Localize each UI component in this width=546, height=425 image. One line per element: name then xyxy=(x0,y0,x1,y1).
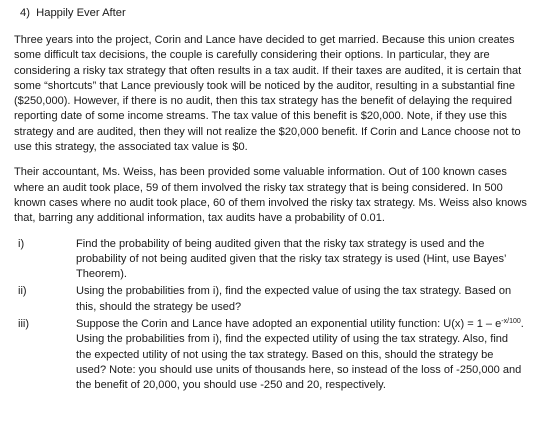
question-number: ii) xyxy=(18,285,27,298)
question-text-end: . Using the probabilities from i), find the expected utility of using the tax strategy. Also, find the expected utility of not using the tax strategy. Based on this, should the strategy be used? Note: you should use units of thousands here, so instead of the loss of -250,000 and the benefit of 20,000, you should use -250 and 20, respectively. xyxy=(76,318,524,392)
question-item xyxy=(14,317,532,393)
accountant-paragraph: Their accountant, Ms. Weiss, has been provided some valuable information. Out of 100 known cases where an audit took place, 59 of them involved the risky tax strategy that is being considered. In 500 known cases where no audit took place, 60 of them involved the risky tax strategy. Ms. Weiss also knows that, barring any additional information, tax audits have a probability of 0.01. xyxy=(14,166,527,225)
question-number: iii) xyxy=(18,318,30,331)
question-text-start: Suppose the Corin and Lance have adopted an exponential utility function: U(x) = 1 – e xyxy=(76,318,502,331)
document xyxy=(14,6,532,396)
question-text: Find the probability of being audited given that the risky tax strategy is used and the probability of not being audited given that the risky tax strategy is used (Hint, use Bayes’ Theorem). xyxy=(76,237,507,281)
section-heading: 4) Happily Ever After xyxy=(20,7,126,19)
question-text: Using the probabilities from i), find the expected value of using the tax strategy. Based on this, should the strategy be used? xyxy=(76,285,512,313)
utility-exponent: -x/100 xyxy=(501,318,521,326)
question-list xyxy=(14,237,532,394)
question-item xyxy=(14,284,532,315)
question-item xyxy=(14,237,532,283)
question-text xyxy=(76,317,532,393)
intro-paragraph: Three years into the project, Corin and Lance have decided to get married. Because this union creates some difficult tax decisions, the couple is carefully considering their options. In particular, they are considering a risky tax strategy that often results in a tax audit. If their taxes are audited, it is certain that some “shortcuts” that Lance previously took will be noticed by the auditor, resulting in a substantial fine ($250,000). However, if there is no audit, then this tax strategy has the benefit of delaying the required reporting date of some income streams. The tax value of this benefit is $20,000. Note, if they use this strategy and are audited, then they will not realize the $20,000 benefit. If Corin and Lance choose not to use this strategy, the associated tax value is $0. xyxy=(14,34,522,154)
question-number: i) xyxy=(18,237,25,250)
